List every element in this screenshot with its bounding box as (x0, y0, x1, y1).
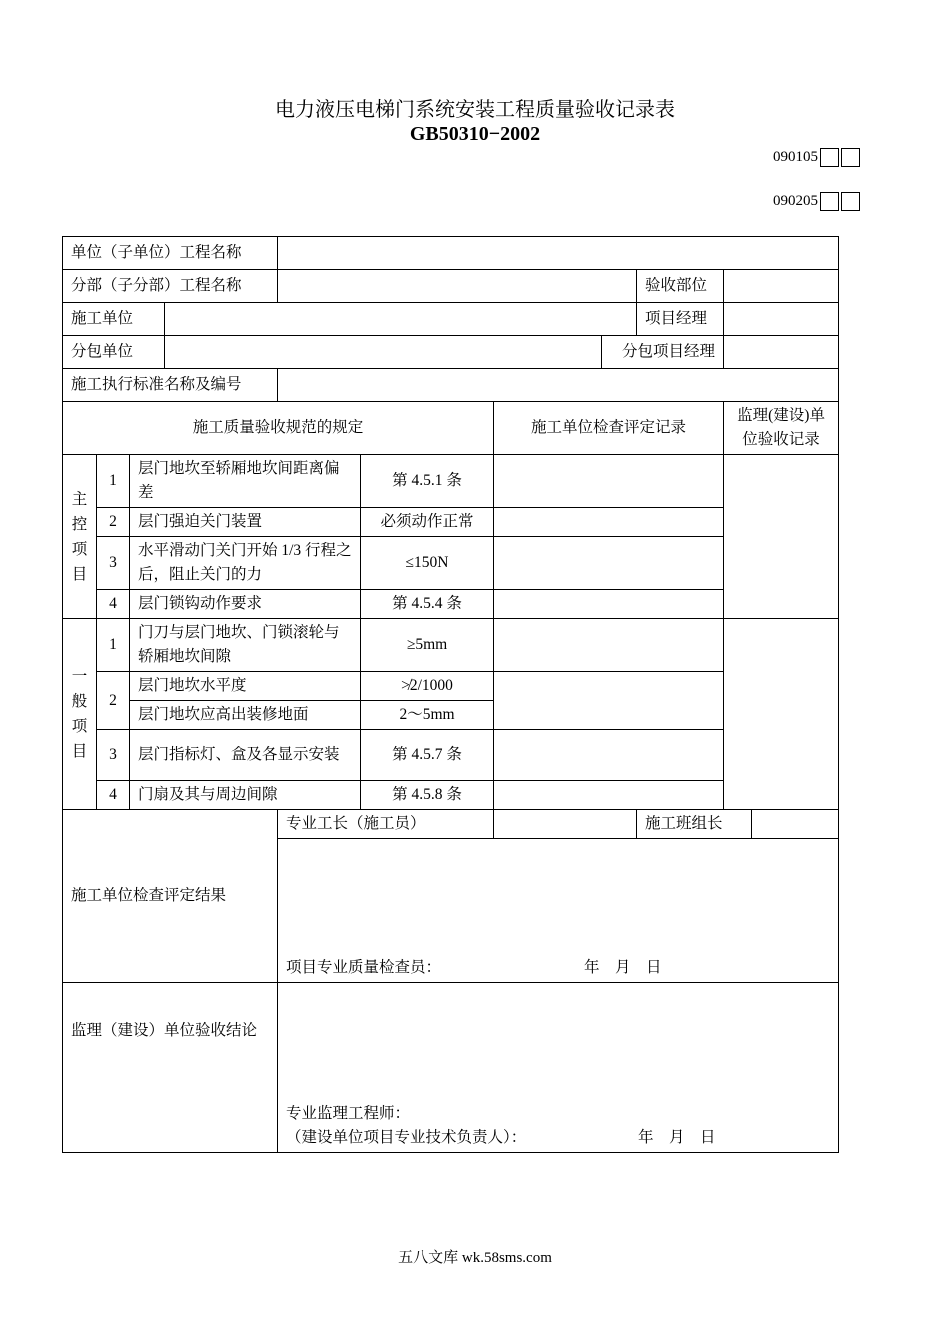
item-requirement: 2～5mm (361, 701, 494, 730)
supervision-record-header: 监理(建设)单位验收记录 (724, 402, 839, 455)
engineer-label: 专业监理工程师： (286, 1105, 411, 1122)
foreman-label: 专业工长（施工员） (278, 810, 494, 839)
acceptance-part-label: 验收部位 (637, 270, 724, 303)
item-description: 层门地坎水平度 (130, 672, 361, 701)
footer-watermark: 五八文库 wk.58sms.com (398, 1250, 552, 1266)
item-description: 层门强迫关门装置 (130, 508, 361, 537)
checkbox[interactable] (820, 192, 839, 211)
project-manager-value[interactable] (724, 303, 839, 336)
acceptance-record-table (62, 236, 839, 1153)
standard-code: GB50310−2002 (409, 123, 541, 145)
check-record-cell[interactable] (494, 619, 724, 672)
check-record-cell[interactable] (494, 730, 724, 781)
sub-project-label: 分部（子分部）工程名称 (63, 270, 278, 303)
item-no: 2 (97, 508, 130, 537)
check-record-cell[interactable] (494, 455, 724, 508)
foreman-value[interactable] (494, 810, 637, 839)
result-signature-area[interactable] (278, 839, 839, 983)
standard-name-value[interactable] (278, 369, 839, 402)
form-code-2-text: 090205 (773, 193, 818, 209)
check-record-cell[interactable] (494, 537, 724, 590)
check-record-cell[interactable] (494, 590, 724, 619)
item-no: 3 (97, 537, 130, 590)
supervision-conclusion-label: 监理（建设）单位验收结论 (63, 983, 278, 1153)
form-code-1 (773, 147, 860, 167)
item-description: 层门锁钩动作要求 (130, 590, 361, 619)
checkbox[interactable] (841, 192, 860, 211)
item-requirement: ≯2/1000 (361, 672, 494, 701)
acceptance-part-value[interactable] (724, 270, 839, 303)
general-supervision-record-cell[interactable] (724, 619, 839, 810)
standard-name-label: 施工执行标准名称及编号 (63, 369, 278, 402)
checkbox[interactable] (820, 148, 839, 167)
group-char: 控 (71, 515, 88, 533)
check-record-cell[interactable] (494, 508, 724, 537)
result-date: 年 月 日 (584, 959, 662, 976)
check-record-cell[interactable] (494, 781, 724, 810)
group-char: 目 (71, 565, 88, 583)
subcontract-unit-value[interactable] (165, 336, 602, 369)
item-requirement: 第 4.5.8 条 (361, 781, 494, 810)
check-record-cell[interactable] (494, 672, 724, 730)
item-description: 水平滑动门关门开始 1/3 行程之后，阻止关门的力 (130, 537, 361, 590)
project-manager-label: 项目经理 (637, 303, 724, 336)
item-requirement: ≤150N (361, 537, 494, 590)
check-record-header: 施工单位检查评定记录 (494, 402, 724, 455)
checkbox[interactable] (841, 148, 860, 167)
item-no: 2 (97, 672, 130, 730)
item-no: 1 (97, 619, 130, 672)
item-no: 4 (97, 781, 130, 810)
form-title: 电力液压电梯门系统安装工程质量验收记录表 (275, 97, 675, 121)
item-requirement: 第 4.5.4 条 (361, 590, 494, 619)
group-char: 主 (71, 490, 88, 508)
group-char: 一 (71, 668, 88, 685)
subcontract-manager-value[interactable] (724, 336, 839, 369)
team-leader-value[interactable] (752, 810, 839, 839)
item-description: 门扇及其与周边间隙 (130, 781, 361, 810)
item-no: 3 (97, 730, 130, 781)
subcontract-manager-label: 分包项目经理 (602, 336, 724, 369)
group-char: 般 (71, 693, 88, 710)
item-description: 层门指标灯、盒及各显示安装 (130, 730, 361, 781)
item-description: 层门地坎应高出装修地面 (130, 701, 361, 730)
supervision-date: 年 月 日 (638, 1129, 716, 1146)
sub-project-value[interactable] (278, 270, 637, 303)
team-leader-label: 施工班组长 (637, 810, 752, 839)
supervision-signature-area[interactable] (278, 983, 839, 1153)
group-char: 目 (71, 743, 88, 760)
unit-project-label: 单位（子单位）工程名称 (63, 237, 278, 270)
main-items-group-label (63, 455, 97, 619)
item-no: 4 (97, 590, 130, 619)
construction-unit-label: 施工单位 (63, 303, 165, 336)
item-no: 1 (97, 455, 130, 508)
item-description: 层门地坎至轿厢地坎间距离偏差 (130, 455, 361, 508)
general-items-group-label (63, 619, 97, 810)
spec-header: 施工质量验收规范的规定 (63, 402, 494, 455)
item-requirement: 第 4.5.7 条 (361, 730, 494, 781)
unit-project-value[interactable] (278, 237, 839, 270)
item-description: 门刀与层门地坎、门锁滚轮与轿厢地坎间隙 (130, 619, 361, 672)
group-char: 项 (71, 718, 88, 735)
main-supervision-record-cell[interactable] (724, 455, 839, 619)
inspector-label: 项目专业质量检查员： (286, 959, 442, 976)
subcontract-unit-label: 分包单位 (63, 336, 165, 369)
construction-unit-value[interactable] (165, 303, 637, 336)
form-code-2 (773, 191, 860, 211)
item-requirement: 必须动作正常 (361, 508, 494, 537)
item-requirement: 第 4.5.1 条 (361, 455, 494, 508)
form-code-1-text: 090105 (773, 149, 818, 165)
item-requirement: ≥5mm (361, 619, 494, 672)
group-char: 项 (71, 540, 88, 558)
tech-lead-label: （建设单位项目专业技术负责人）： (286, 1129, 527, 1146)
result-label: 施工单位检查评定结果 (63, 810, 278, 983)
